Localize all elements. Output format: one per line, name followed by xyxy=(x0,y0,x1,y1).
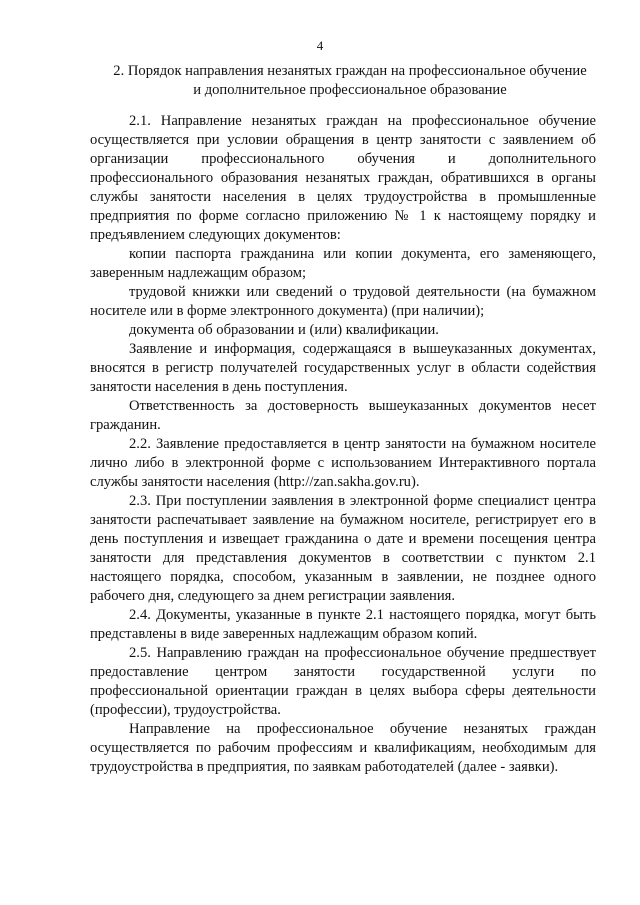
document-body xyxy=(90,112,596,777)
paragraph-2-1: 2.1. Направление незанятых граждан на профессиональное обучение осуществляется при условии обращения в центр занятости с заявлением об организации профессионального обучения и дополнительного профессионального образования незанятых граждан, обратившихся в органы службы занятости населения в целях трудоустройства в промышленные предприятия по форме согласно приложению № 1 к настоящему порядку и предъявлением следующих документов: xyxy=(90,113,596,243)
section-heading xyxy=(90,62,610,99)
paragraph-direction: Направление на профессиональное обучение незанятых граждан осуществляется по рабочим профессиям и квалификациям, необходимым для трудоустройства в предприятия, по заявкам работодателей (далее - заявки). xyxy=(90,721,596,775)
list-item-employment-record: трудовой книжки или сведений о трудовой деятельности (на бумажном носителе или в форме электронного документа) (при наличии); xyxy=(90,284,596,319)
page-number: 4 xyxy=(316,38,324,53)
paragraph-2-5: 2.5. Направлению граждан на профессиональное обучение предшествует предоставление центром занятости государственной услуги по профессиональной ориентации граждан в целях выбора сферы деятельности (профессии), трудоустройства. xyxy=(90,645,596,718)
list-item-passport-copy: копии паспорта гражданина или копии документа, его заменяющего, заверенным надлежащим образом; xyxy=(90,246,596,281)
paragraph-2-3: 2.3. При поступлении заявления в электронной форме специалист центра занятости распечатывает заявление на бумажном носителе, регистрирует его в день поступления и извещает гражданина о дате и времени посещения центра занятости для представления документов в соответствии с пунктом 2.1 настоящего порядка, способом, указанным в заявлении, не позднее одного рабочего дня, следующего за днем регистрации заявления. xyxy=(90,493,596,604)
paragraph-2-2: 2.2. Заявление предоставляется в центр занятости на бумажном носителе лично либо в электронной форме с использованием Интерактивного портала службы занятости населения (http://zan.sakha.gov.ru). xyxy=(90,436,596,490)
paragraph-registry: Заявление и информация, содержащаяся в вышеуказанных документах, вносятся в регистр получателей государственных услуг в области содействия занятости населения в день поступления. xyxy=(90,341,596,395)
paragraph-2-4: 2.4. Документы, указанные в пункте 2.1 настоящего порядка, могут быть представлены в виде заверенных надлежащим образом копий. xyxy=(90,607,596,642)
section-heading-line-1: 2. Порядок направления незанятых граждан на профессиональное обучение xyxy=(113,63,587,79)
section-heading-line-2: и дополнительное профессиональное образование xyxy=(193,81,507,98)
list-item-education-document: документа об образовании и (или) квалификации. xyxy=(129,322,439,338)
paragraph-responsibility: Ответственность за достоверность вышеуказанных документов несет гражданин. xyxy=(90,398,596,433)
